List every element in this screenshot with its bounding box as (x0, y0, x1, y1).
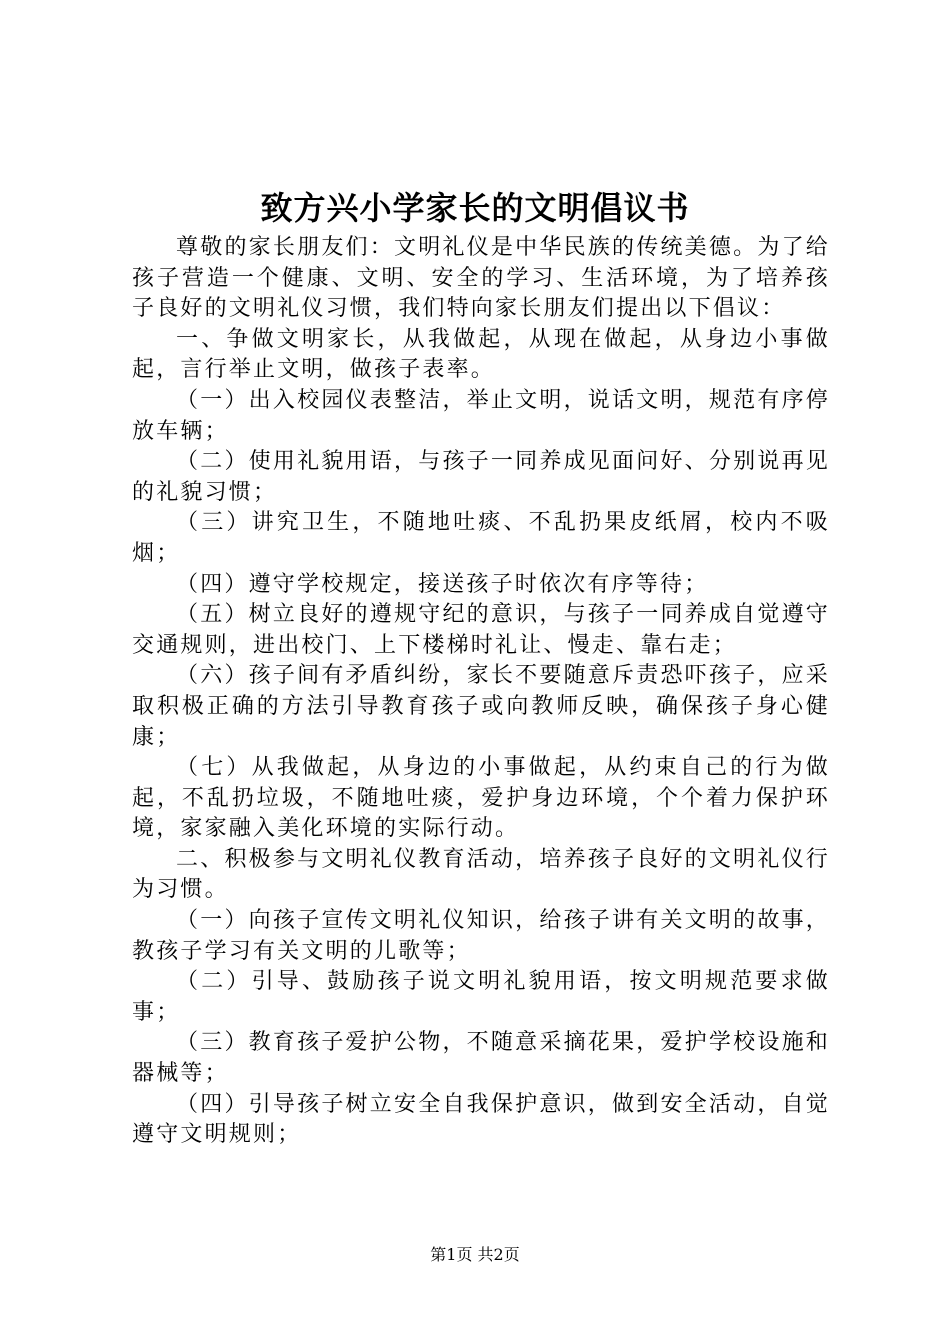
paragraph-item-1-7: （七）从我做起，从身边的小事做起，从约束自己的行为做起，不乱扔垃圾，不随地吐痰，爱护身边环境，个个着力保护环境，家家融入美化环境的实际行动。 (132, 755, 830, 842)
paragraph-item-1-2: （二）使用礼貌用语，与孩子一同养成见面问好、分别说再见的礼貌习惯； (132, 449, 830, 505)
paragraph-section-1: 一、争做文明家长，从我做起，从现在做起，从身边小事做起，言行举止文明，做孩子表率。 (132, 326, 830, 383)
paragraph-item-2-4: （四）引导孩子树立安全自我保护意识，做到安全活动，自觉遵守文明规则； (132, 1091, 830, 1148)
document-title: 致方兴小学家长的文明倡议书 (260, 189, 690, 227)
paragraph-item-1-3: （三）讲究卫生，不随地吐痰、不乱扔果皮纸屑，校内不吸烟； (132, 510, 830, 566)
document-body (132, 233, 830, 1151)
paragraph-item-1-6: （六）孩子间有矛盾纠纷，家长不要随意斥责恐吓孩子，应采取积极正确的方法引导教育孩子或向教师反映，确保孩子身心健康； (132, 663, 830, 750)
page-footer: 第1页 共2页 (430, 1245, 520, 1264)
paragraph-greeting: 尊敬的家长朋友们：文明礼仪是中华民族的传统美德。为了给孩子营造一个健康、文明、安全的学习、生活环境，为了培养孩子良好的文明礼仪习惯，我们特向家长朋友们提出以下倡议： (132, 235, 830, 322)
paragraph-item-2-2: （二）引导、鼓励孩子说文明礼貌用语，按文明规范要求做事； (132, 969, 830, 1025)
paragraph-item-1-4: （四）遵守学校规定，接送孩子时依次有序等待； (176, 571, 709, 597)
paragraph-item-2-1: （一）向孩子宣传文明礼仪知识，给孩子讲有关文明的故事，教孩子学习有关文明的儿歌等； (132, 908, 830, 964)
paragraph-item-2-3: （三）教育孩子爱护公物，不随意采摘花果，爱护学校设施和器械等； (132, 1030, 830, 1087)
paragraph-item-1-1: （一）出入校园仪表整洁，举止文明，说话文明，规范有序停放车辆； (132, 387, 830, 444)
paragraph-item-1-5: （五）树立良好的遵规守纪的意识，与孩子一同养成自觉遵守交通规则，进出校门、上下楼梯时礼让、慢走、靠右走； (132, 602, 830, 658)
paragraph-section-2: 二、积极参与文明礼仪教育活动，培养孩子良好的文明礼仪行为习惯。 (132, 846, 830, 903)
